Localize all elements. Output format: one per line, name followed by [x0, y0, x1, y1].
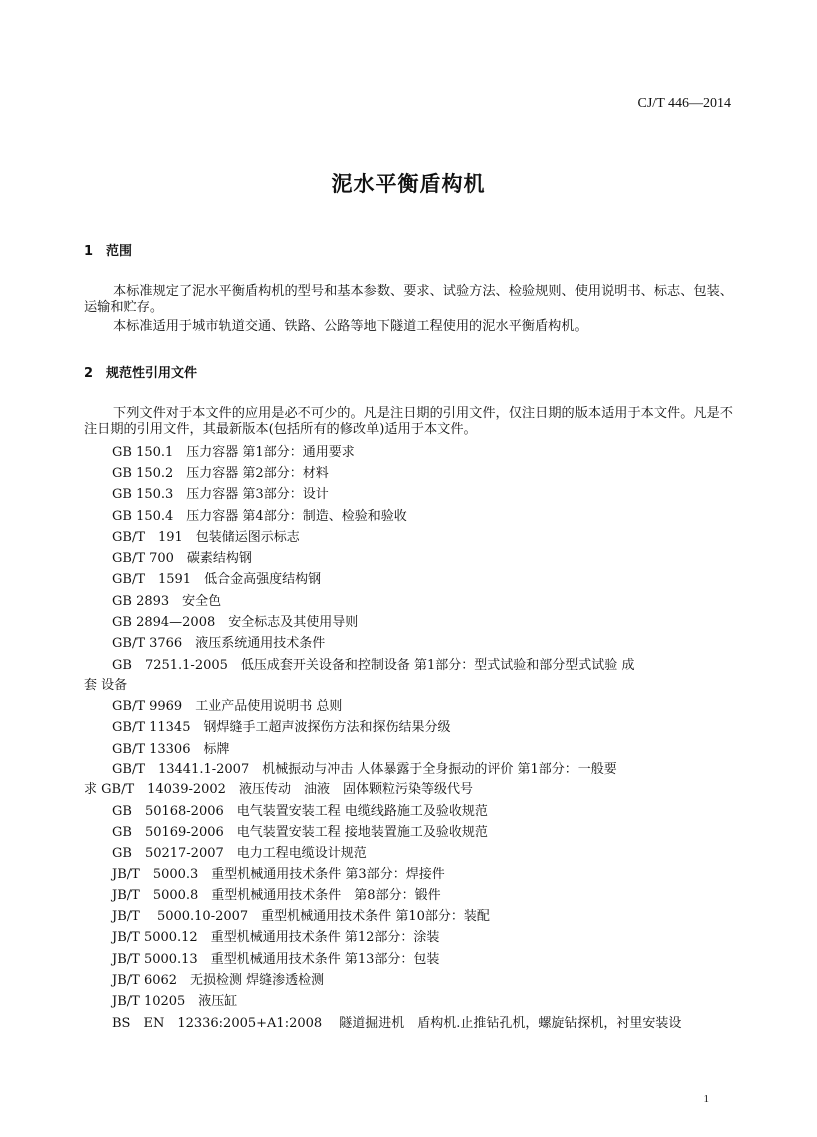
reference-item: GB 150.1 压力容器 第1部分：通用要求: [112, 445, 355, 460]
reference-item: GB/T 3766 液压系统通用技术条件: [112, 636, 326, 651]
reference-item: JB/T 5000.3 重型机械通用技术条件 第3部分：焊接件: [112, 867, 445, 882]
standard-code: CJ/T 446—2014: [637, 96, 731, 111]
reference-item: GB 7251.1-2005 低压成套开关设备和控制设备 第1部分：型式试验和部分型式试验 成: [112, 658, 635, 673]
reference-item: GB/T 9969 工业产品使用说明书 总则: [112, 699, 343, 714]
paragraph: 下列文件对于本文件的应用是必不可少的。凡是注日期的引用文件，仅注日期的版本适用于本文件。凡是不注日期的引用文件，其最新版本(包括所有的修改单)适用于本文件。: [84, 406, 733, 437]
reference-item: BS EN 12336:2005+A1:2008 隧道掘进机 盾构机.止推钻孔机，螺旋钻探机，衬里安装设: [112, 1016, 682, 1031]
section-title: 规范性引用文件: [106, 366, 198, 381]
reference-item-continuation: 套 设备: [84, 678, 128, 693]
page-number: 1: [703, 1093, 709, 1105]
reference-item: GB/T 11345 钢焊缝手工超声波探伤方法和探伤结果分级: [112, 720, 451, 735]
reference-item: GB 50217-2007 电力工程电缆设计规范: [112, 846, 367, 861]
reference-item: JB/T 6062 无损检测 焊缝渗透检测: [112, 973, 325, 988]
reference-item: GB 2894—2008 安全标志及其使用导则: [112, 615, 359, 630]
reference-item: GB/T 13306 标牌: [112, 742, 230, 757]
reference-item: GB 150.3 压力容器 第3部分：设计: [112, 487, 329, 502]
reference-item: JB/T 5000.13 重型机械通用技术条件 第13部分：包装: [112, 952, 440, 967]
section-heading-normative-references: [84, 362, 197, 381]
reference-item: JB/T 5000.12 重型机械通用技术条件 第12部分：涂装: [112, 930, 440, 945]
reference-item: JB/T 5000.10-2007 重型机械通用技术条件 第10部分：装配: [112, 909, 490, 924]
reference-item-continuation: 求 GB/T 14039-2002 液压传动 油液 固体颗粒污染等级代号: [84, 782, 473, 797]
document-title: 泥水平衡盾构机: [331, 172, 486, 196]
reference-item: GB/T 191 包装储运图示标志: [112, 530, 300, 545]
reference-item: GB/T 1591 低合金高强度结构钢: [112, 572, 322, 587]
reference-item: GB/T 13441.1-2007 机械振动与冲击 人体暴露于全身振动的评价 第1部分：一般要: [112, 762, 617, 777]
section-number: 2: [84, 366, 94, 381]
section-number: 1: [84, 244, 94, 259]
reference-item: GB 150.4 压力容器 第4部分：制造、检验和验收: [112, 509, 407, 524]
reference-item: JB/T 10205 液压缸: [112, 994, 238, 1009]
reference-item: GB/T 700 碳素结构钢: [112, 551, 252, 566]
paragraph: 本标准规定了泥水平衡盾构机的型号和基本参数、要求、试验方法、检验规则、使用说明书、标志、包装、运输和贮存。: [84, 284, 733, 315]
reference-item: GB 150.2 压力容器 第2部分：材料: [112, 466, 329, 481]
reference-item: JB/T 5000.8 重型机械通用技术条件 第8部分：锻件: [112, 888, 441, 903]
section-heading-scope: [84, 240, 132, 259]
reference-item: GB 2893 安全色: [112, 594, 222, 609]
reference-item: GB 50168-2006 电气装置安装工程 电缆线路施工及验收规范: [112, 804, 488, 819]
reference-item: GB 50169-2006 电气装置安装工程 接地装置施工及验收规范: [112, 825, 488, 840]
section-title: 范围: [106, 244, 133, 259]
paragraph: 本标准适用于城市轨道交通、铁路、公路等地下隧道工程使用的泥水平衡盾构机。: [113, 319, 588, 334]
